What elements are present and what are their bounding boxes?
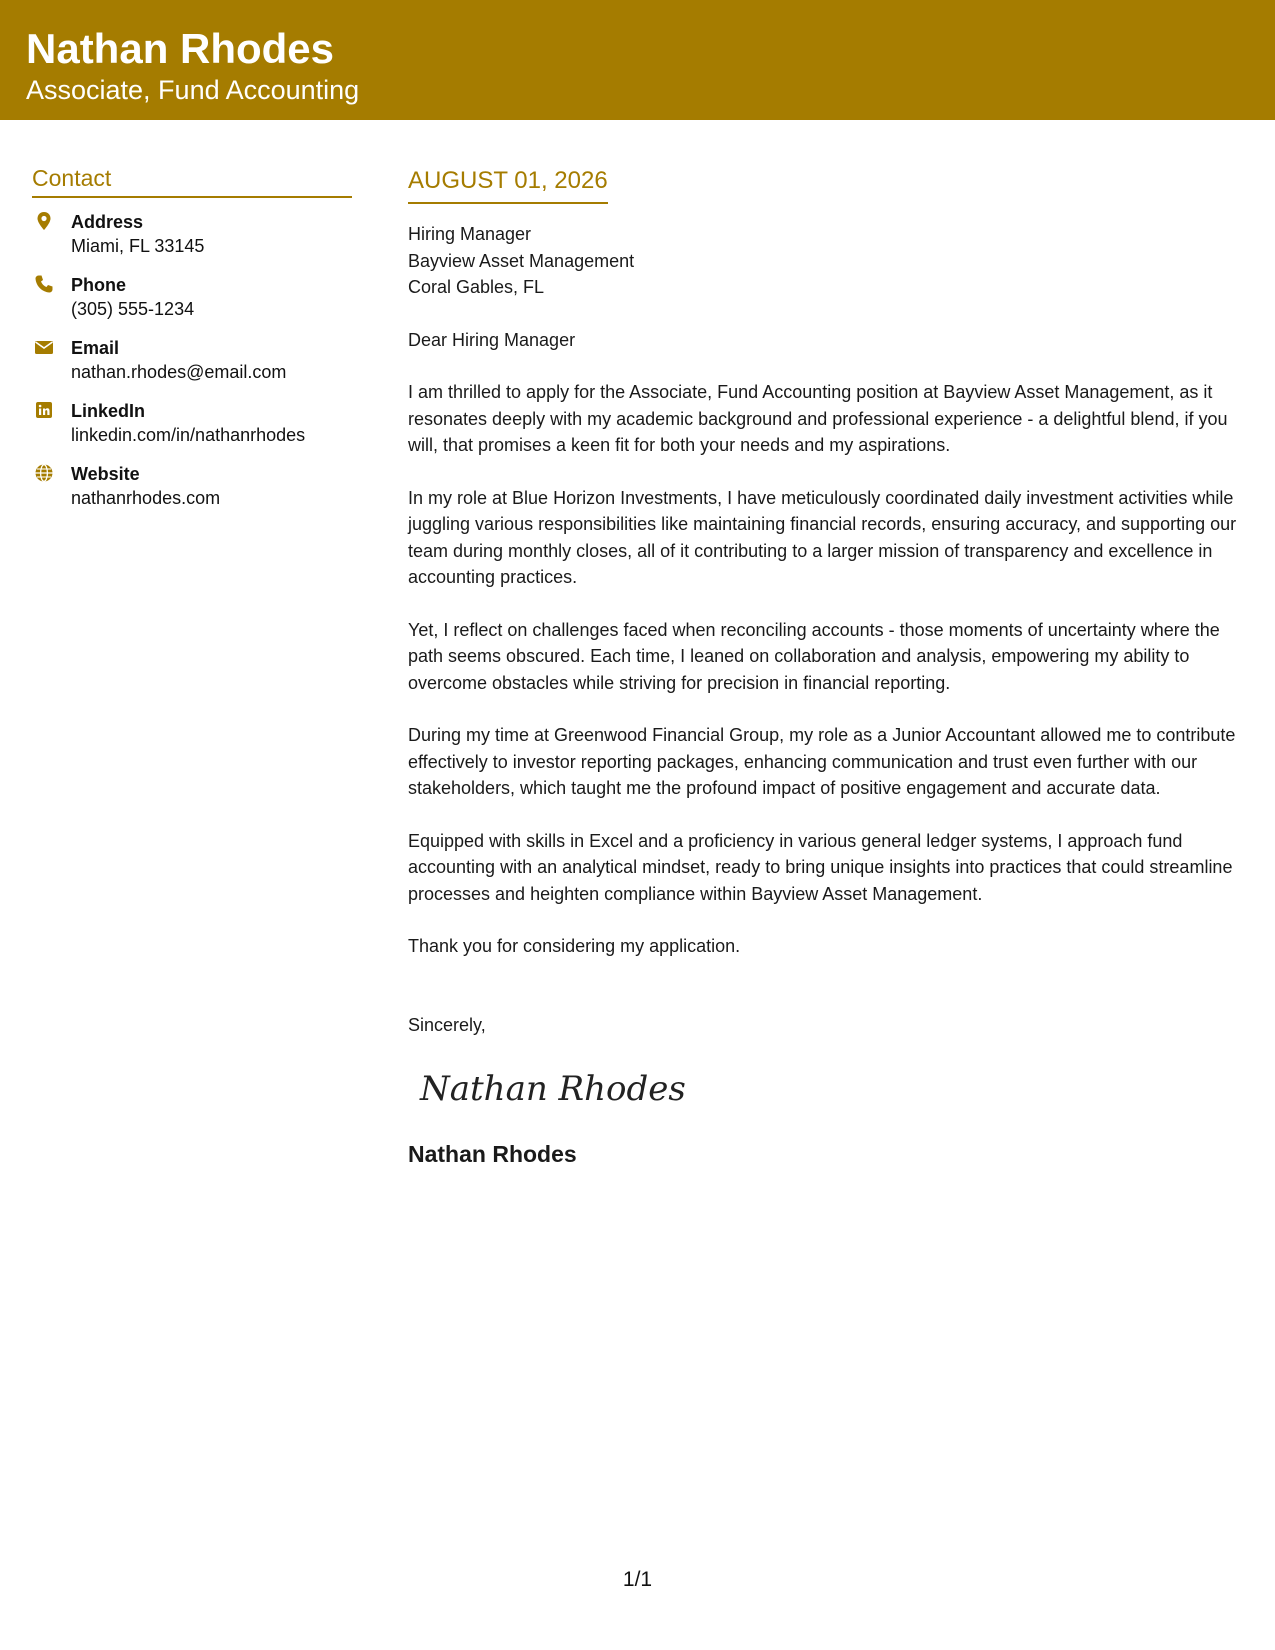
salutation: Dear Hiring Manager (408, 329, 576, 350)
letter-paragraph: Equipped with skills in Excel and a proficiency in various general ledger systems, I approach fund accounting with an analytical mindset, ready to bring unique insights into practices that could streamline processes and heighten compliance within Bayview Asset Management. (408, 830, 1233, 904)
recipient-block (408, 221, 1248, 301)
contact-label: Website (71, 464, 140, 484)
letter-paragraph: In my role at Blue Horizon Investments, I have meticulously coordinated daily investment activities while juggling various responsibilities like maintaining financial records, ensuring accuracy, and supporting our team during monthly closes, all of it contributing to a larger mission of transparency and excellence in accounting practices. (408, 487, 1237, 587)
handwritten-signature: Nathan Rhodes (420, 1069, 686, 1109)
header-banner (0, 0, 1275, 120)
contact-item-linkedin (32, 399, 352, 462)
contact-section-title: Contact (32, 164, 352, 198)
contact-value: nathanrhodes.com (71, 488, 221, 508)
thanks-line: Thank you for considering my application. (408, 936, 741, 956)
letter-paragraph: Yet, I reflect on challenges faced when reconciling accounts - those moments of uncertainty where the path seems obscured. Each time, I leaned on collaboration and analysis, empowering my ability to overcome obstacles while striving for precision in financial reporting. (408, 619, 1220, 693)
envelope-icon (34, 337, 54, 357)
contact-value: Miami, FL 33145 (71, 236, 205, 256)
signer-name: Nathan Rhodes (408, 1141, 577, 1167)
contact-item-address (32, 210, 352, 273)
contact-value: (305) 555-1234 (71, 299, 195, 319)
page-number: 1/1 (622, 1568, 653, 1591)
letter-paragraph: I am thrilled to apply for the Associate, Fund Accounting position at Bayview Asset Management, as it resonates deeply with my academic background and professional experience - a delightful blend, if you will, that promises a keen fit for both your needs and my aspirations. (408, 382, 1228, 455)
letter-body (408, 165, 1248, 1168)
letter-paragraph: During my time at Greenwood Financial Group, my role as a Junior Accountant allowed me to contribute effectively to investor reporting packages, enhancing communication and trust even further with our stakeholders, which taught me the profound impact of positive engagement and accurate data. (408, 725, 1236, 798)
contact-value: linkedin.com/in/nathanrhodes (71, 425, 306, 445)
contact-label: Address (71, 212, 144, 232)
applicant-name: Nathan Rhodes (26, 25, 335, 72)
contact-label: LinkedIn (71, 401, 146, 421)
globe-icon (34, 463, 54, 483)
contact-sidebar (32, 164, 352, 525)
map-pin-icon (34, 211, 54, 231)
letter-date: AUGUST 01, 2026 (408, 165, 608, 204)
contact-item-email (32, 336, 352, 399)
contact-label: Phone (71, 275, 127, 295)
recipient-line: Bayview Asset Management (408, 250, 635, 271)
contact-item-website (32, 462, 352, 525)
closing-line: Sincerely, (408, 1014, 486, 1035)
recipient-line: Hiring Manager (408, 224, 532, 244)
contact-value: nathan.rhodes@email.com (71, 362, 287, 382)
contact-item-phone (32, 273, 352, 336)
contact-list (32, 210, 352, 525)
linkedin-icon (34, 400, 54, 420)
contact-label: Email (71, 338, 120, 358)
phone-icon (34, 274, 54, 294)
recipient-line: Coral Gables, FL (408, 277, 545, 297)
applicant-job-title: Associate, Fund Accounting (26, 75, 360, 105)
